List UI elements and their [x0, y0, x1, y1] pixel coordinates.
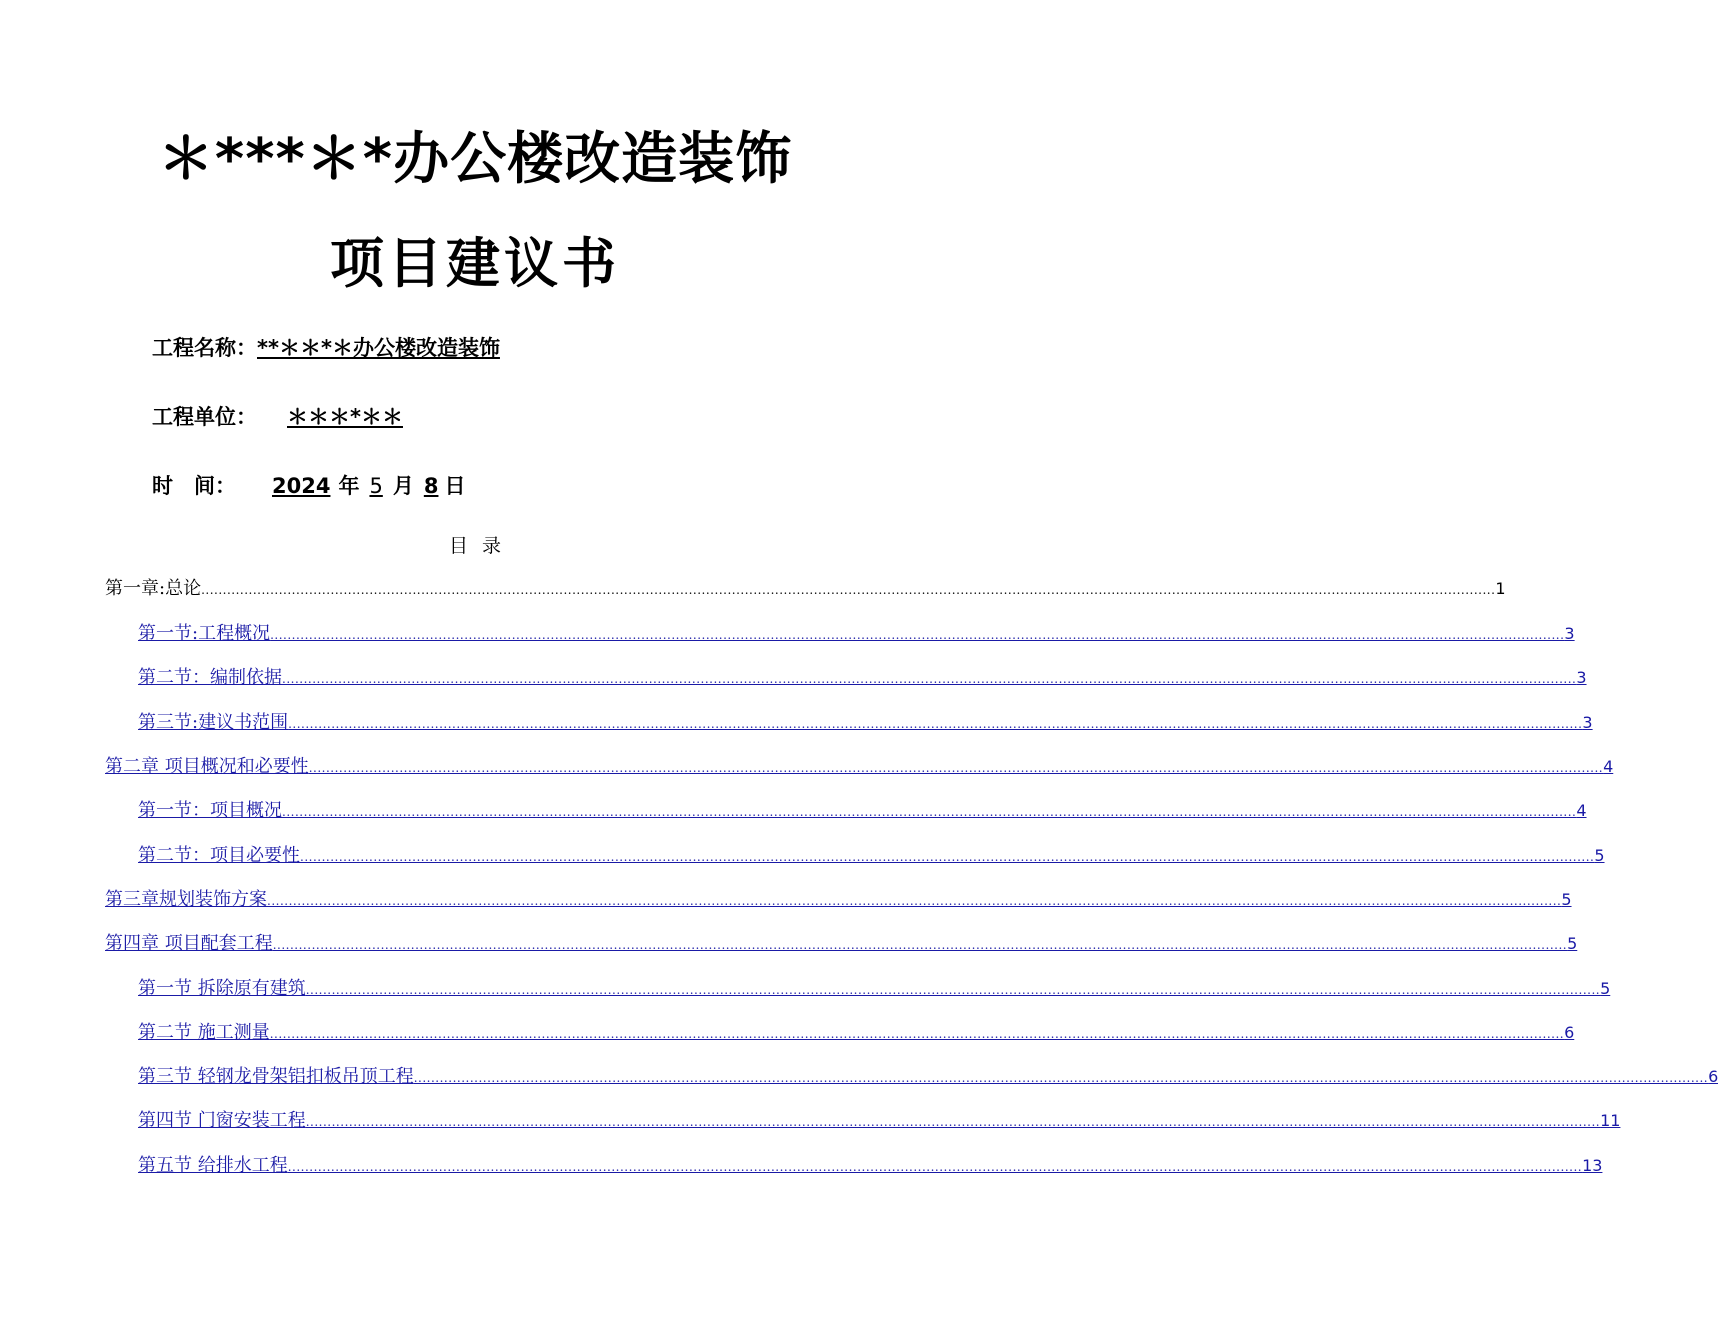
toc-entry-title: 第三章规划装饰方案: [105, 889, 267, 910]
toc-entry-section-1-3[interactable]: [138, 708, 1593, 738]
toc-entry-page: 1: [1495, 579, 1506, 598]
toc-entry-section-1-1[interactable]: [138, 619, 1575, 649]
project-unit-label: 工程单位：: [152, 405, 257, 429]
project-date-day: 8: [423, 474, 439, 498]
toc-entry-page: 4: [1576, 801, 1587, 820]
toc-entry-section-4-5[interactable]: [138, 1151, 1603, 1181]
toc-entry-section-2-2[interactable]: [138, 841, 1605, 871]
toc-entry-title: 第五节 给排水工程: [138, 1155, 288, 1176]
project-date-day-unit: 日: [444, 474, 466, 498]
project-date-year-unit: 年: [338, 474, 360, 498]
toc-entry-title: 第二章 项目概况和必要性: [105, 756, 309, 777]
toc-entry-page: 5: [1600, 979, 1611, 998]
toc-entry-chapter-4[interactable]: [105, 929, 1578, 959]
toc-entry-chapter-2[interactable]: [105, 752, 1614, 782]
project-unit-row: [152, 402, 455, 432]
project-unit-value-box: [257, 405, 455, 429]
toc-entry-page: 6: [1564, 1023, 1575, 1042]
project-name-label: 工程名称：: [152, 336, 257, 360]
toc-entry-chapter-1[interactable]: [105, 574, 1506, 604]
toc-dot-leader: ............................................................................................................................................................................................................................................................................................................: [413, 1071, 1709, 1085]
project-name-value: **＊＊*＊办公楼改造装饰: [257, 336, 500, 360]
toc-dot-leader: ............................................................................................................................................................................................................................................................................................................: [272, 938, 1568, 952]
toc-entry-section-1-2[interactable]: [138, 663, 1587, 693]
toc-dot-leader: ............................................................................................................................................................................................................................................................................................................: [305, 1115, 1601, 1129]
document-title-line1: ＊***＊*办公楼改造装饰: [157, 127, 793, 192]
toc-dot-leader: ............................................................................................................................................................................................................................................................................................................: [300, 850, 1595, 864]
project-name-row: [152, 333, 500, 363]
toc-entry-title: 第一节 拆除原有建筑: [138, 978, 306, 999]
project-date-month-unit: 月: [392, 474, 414, 498]
project-date-month: 5: [369, 474, 383, 498]
toc-entry-chapter-3[interactable]: [105, 885, 1572, 915]
toc-entry-title: 第三节 轻钢龙骨架铝扣板吊顶工程: [138, 1066, 414, 1087]
toc-entry-section-4-1[interactable]: [138, 974, 1611, 1004]
project-date-year: 2024: [272, 474, 331, 498]
toc-entry-page: 5: [1567, 934, 1578, 953]
project-date-month-box: [359, 474, 392, 498]
toc-entry-page: 11: [1600, 1111, 1621, 1130]
toc-entry-title: 第二节：编制依据: [138, 667, 282, 688]
project-date-day-box: [414, 474, 445, 498]
toc-entry-section-4-2[interactable]: [138, 1018, 1575, 1048]
toc-dot-leader: ............................................................................................................................................................................................................................................................................................................: [282, 805, 1577, 819]
toc-entry-title: 第一节：项目概况: [138, 800, 282, 821]
toc-entry-section-4-3[interactable]: [138, 1062, 1718, 1092]
toc-entry-page: 4: [1603, 757, 1614, 776]
document-title-line2: 项目建议书: [330, 232, 620, 295]
toc-entry-title: 第二节 施工测量: [138, 1022, 270, 1043]
toc-entry-title: 第四章 项目配套工程: [105, 933, 273, 954]
toc-entry-page: 6: [1708, 1067, 1718, 1086]
toc-entry-page: 3: [1582, 713, 1593, 732]
toc-dot-leader: ............................................................................................................................................................................................................................................................................................................: [267, 894, 1562, 908]
toc-entry-title: 第一章:总论: [105, 578, 202, 599]
toc-dot-leader: ............................................................................................................................................................................................................................................................................................................: [269, 1027, 1565, 1041]
toc-entry-section-4-4[interactable]: [138, 1106, 1621, 1136]
toc-entry-page: 5: [1561, 890, 1572, 909]
toc-entry-title: 第四节 门窗安装工程: [138, 1110, 306, 1131]
toc-entry-page: 13: [1582, 1156, 1603, 1175]
toc-dot-leader: ............................................................................................................................................................................................................................................................................................................: [201, 583, 1496, 597]
toc-heading: 目录: [448, 535, 515, 557]
toc-dot-leader: ............................................................................................................................................................................................................................................................................................................: [308, 761, 1604, 775]
toc-dot-leader: ............................................................................................................................................................................................................................................................................................................: [287, 1160, 1583, 1174]
toc-entry-section-2-1[interactable]: [138, 796, 1587, 826]
project-date-label: 时 间：: [152, 474, 236, 498]
toc-dot-leader: ............................................................................................................................................................................................................................................................................................................: [305, 983, 1601, 997]
toc-entry-page: 5: [1594, 846, 1605, 865]
toc-entry-title: 第三节:建议书范围: [138, 712, 289, 733]
toc-entry-title: 第一节:工程概况: [138, 623, 271, 644]
project-date-year-box: [262, 474, 338, 498]
toc-entry-page: 3: [1564, 624, 1575, 643]
toc-dot-leader: ............................................................................................................................................................................................................................................................................................................: [270, 628, 1565, 642]
toc-dot-leader: ............................................................................................................................................................................................................................................................................................................: [288, 717, 1583, 731]
project-unit-value: ＊＊＊*＊＊: [287, 405, 403, 429]
project-date-row: [152, 471, 465, 501]
toc-entry-page: 3: [1576, 668, 1587, 687]
toc-dot-leader: ............................................................................................................................................................................................................................................................................................................: [282, 672, 1577, 686]
toc-entry-title: 第二节：项目必要性: [138, 845, 300, 866]
